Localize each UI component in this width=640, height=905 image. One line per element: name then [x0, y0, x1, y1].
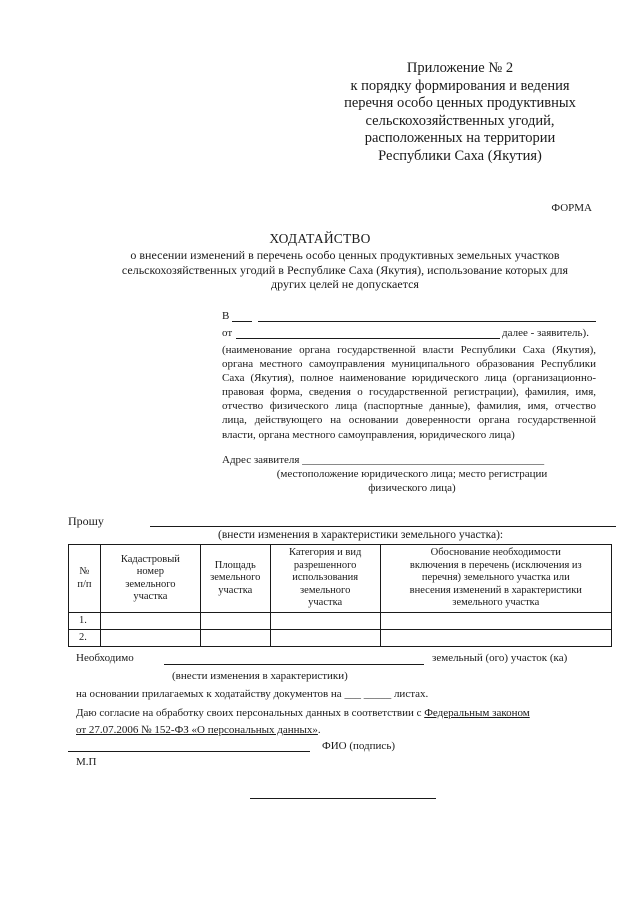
necessary-label: Необходимо — [76, 652, 134, 664]
header-number — [69, 545, 101, 613]
category-cell[interactable] — [270, 613, 380, 630]
table-row — [69, 630, 612, 647]
recipient-to-field[interactable] — [258, 321, 596, 322]
category-cell[interactable] — [270, 630, 380, 647]
subtitle-line: других целей не допускается — [271, 277, 419, 291]
signature-label: ФИО (подпись) — [322, 740, 395, 752]
cadastral-number-cell[interactable] — [100, 630, 200, 647]
appendix-line: сельскохозяйственных угодий, — [365, 112, 555, 129]
consent-text: Даю согласие на обработку своих персональных данных в соответствии с — [76, 707, 425, 719]
justification-cell[interactable] — [380, 613, 611, 630]
table-row — [69, 613, 612, 630]
header-cadastral-number — [100, 545, 200, 613]
header-text: Площадь — [214, 559, 256, 571]
address-note-line: (местоположение юридического лица; место регистрации — [276, 468, 548, 480]
area-cell[interactable] — [200, 630, 270, 647]
attachments-statement: на основании прилагаемых к ходатайству документов на ___ _____ листах. — [76, 688, 429, 700]
header-category — [270, 545, 380, 613]
header-text: номер — [136, 566, 164, 577]
recipient-to-prefix: В — [222, 310, 230, 322]
header-text: земельного участка — [452, 597, 540, 609]
header-text: внесения изменений в характеристики — [409, 584, 582, 596]
appendix-header — [330, 60, 590, 165]
header-text: п/п — [77, 578, 92, 590]
justification-cell[interactable] — [380, 630, 611, 647]
header-text: разрешенного — [293, 559, 357, 571]
necessary-tail: земельный (ого) участок (ка) — [432, 652, 568, 664]
signature-field[interactable] — [68, 751, 310, 752]
appendix-line: Республики Саха (Якутия) — [378, 147, 542, 164]
recipient-description: (наименование органа государственной власти Республики Саха (Якутия), органа местного самоуправления муниципального образования Республики Саха (Якутия), полное наименование юридического лица (организационно-правовая форма, сведения о государственной регистрации), фамилия, имя, отчество физического лица (паспортные данные), фамилия, имя, отчество лица, действующего на основании доверенности органа государственной власти, органа местного самоуправления, юридического лица) — [222, 344, 596, 441]
address-label: Адрес заявителя ____________________________________________ — [222, 454, 545, 466]
appendix-line: к порядку формирования и ведения — [350, 77, 570, 94]
recipient-from-line — [222, 327, 596, 341]
row-number-cell: 1. — [69, 613, 101, 630]
header-text: участка — [218, 584, 253, 596]
necessary-field[interactable] — [164, 664, 424, 665]
header-text: включения в перечень (исключения из — [409, 559, 582, 571]
subtitle-line: сельскохозяйственных угодий в Республике Саха (Якутия), использование которых для — [121, 262, 569, 277]
address-note-line: физического лица) — [368, 482, 456, 494]
header-text: Кадастровый — [120, 553, 180, 565]
row-number-cell: 2. — [69, 630, 101, 647]
recipient-from-field[interactable] — [236, 338, 500, 339]
header-text: использования — [292, 572, 359, 584]
header-area — [200, 545, 270, 613]
consent-end: . — [317, 724, 321, 736]
recipient-from-suffix: далее - заявитель). — [502, 327, 589, 339]
header-text: Категория и вид — [289, 547, 362, 559]
header-text: участка — [308, 597, 343, 609]
header-text: перечня) земельного участка или — [421, 572, 570, 584]
cadastral-number-cell[interactable] — [100, 613, 200, 630]
subtitle-line: о внесении изменений в перечень особо ценных продуктивных земельных участков — [130, 248, 560, 262]
header-text: земельного — [210, 572, 261, 584]
header-text: № — [79, 566, 90, 577]
header-text: земельного — [300, 584, 351, 596]
parcels-table — [68, 544, 612, 647]
recipient-to-short-underline — [232, 321, 252, 322]
request-label: Прошу — [68, 514, 104, 528]
bottom-signature-line[interactable] — [250, 798, 436, 799]
request-note: (внести изменения в характеристики земельного участка): — [218, 529, 504, 541]
header-text: Обоснование необходимости — [430, 547, 561, 559]
area-cell[interactable] — [200, 613, 270, 630]
table-header-row — [69, 545, 612, 613]
header-text: земельного — [125, 578, 176, 590]
address-note — [262, 467, 562, 495]
document-title: ХОДАТАЙСТВО — [269, 231, 371, 246]
document-subtitle — [80, 248, 610, 292]
law-link[interactable]: от 27.07.2006 № 152-ФЗ «О персональных данных» — [76, 724, 318, 736]
request-field[interactable] — [150, 526, 616, 527]
appendix-line: перечня особо ценных продуктивных — [344, 95, 576, 111]
recipient-block — [222, 310, 596, 442]
consent-statement — [76, 705, 576, 739]
recipient-to-line — [222, 310, 596, 324]
appendix-line: расположенных на территории — [364, 130, 556, 146]
necessary-note: (внести изменения в характеристики) — [172, 670, 348, 682]
stamp-label: М.П — [76, 756, 97, 768]
recipient-from-prefix: от — [222, 327, 233, 339]
header-justification — [380, 545, 611, 613]
address-block — [222, 454, 582, 495]
law-link[interactable]: Федеральным законом — [424, 707, 530, 719]
form-label: ФОРМА — [551, 202, 592, 214]
header-text: участка — [133, 591, 168, 602]
appendix-line: Приложение № 2 — [406, 60, 514, 76]
